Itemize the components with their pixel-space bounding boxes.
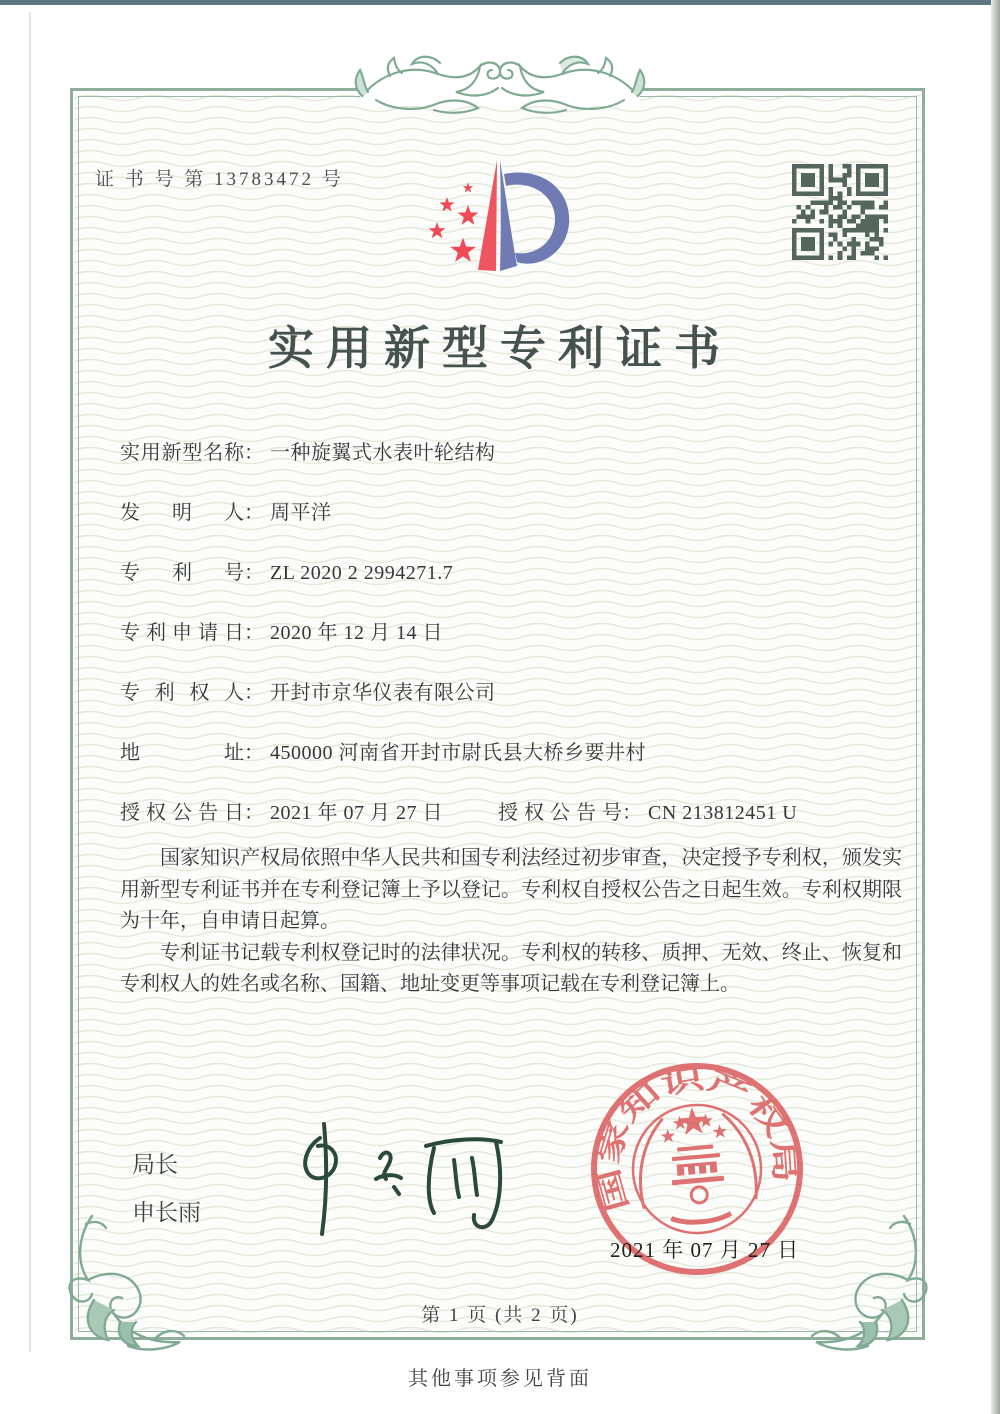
field-label: 实用新型名称 (120, 442, 244, 464)
seal-text: 国家知识产权局 (592, 1064, 800, 1215)
field-colon: ： (244, 742, 264, 764)
field-value: ZL 2020 2 2994271.7 (270, 562, 454, 584)
director-name: 申长雨 (132, 1200, 201, 1225)
field-label: 专利权人 (120, 682, 244, 704)
director-title: 局长 (132, 1152, 178, 1177)
grant-number-label: 授权公告号 (498, 802, 622, 824)
field-row-grant (120, 796, 798, 825)
certificate-title: 实用新型专利证书 (268, 323, 732, 374)
corner-flourish-left-icon (56, 1214, 190, 1354)
handwritten-signature-icon (268, 1116, 518, 1241)
scan-edge-right (991, 0, 1000, 1414)
grant-number-pair (498, 796, 797, 825)
field-row-utility-model-name (120, 436, 496, 465)
field-row-patentee (120, 676, 496, 705)
field-value: 周平洋 (270, 502, 332, 524)
cnipa-logo-icon (420, 146, 580, 296)
field-colon: ： (244, 502, 264, 524)
grant-date-label: 授权公告日 (120, 802, 244, 824)
legal-text-block (120, 843, 902, 1001)
field-value: 450000 河南省开封市尉氏县大桥乡要井村 (270, 742, 646, 764)
field-colon: ： (244, 562, 264, 584)
dragon-flourish-icon (350, 52, 650, 130)
field-colon: ： (622, 802, 642, 824)
field-value: 开封市京华仪表有限公司 (270, 682, 496, 704)
legal-paragraph-2: 专利证书记载专利权登记时的法律状况。专利权的转移、质押、无效、终止、恢复和专利权人的姓名或名称、国籍、地址变更等事项记载在专利登记簿上。 (120, 941, 902, 995)
scan-edge-left (29, 12, 31, 1352)
field-label: 发明人 (120, 502, 244, 524)
field-label: 专利申请日 (120, 622, 244, 644)
footer-note: 其他事项参见背面 (408, 1368, 592, 1390)
corner-flourish-right-icon (806, 1214, 940, 1354)
field-row-patent-number (120, 556, 453, 585)
certificate-number: 证 书 号 第 13783472 号 (95, 169, 344, 190)
page-indicator: 第 1 页 (共 2 页) (421, 1305, 579, 1326)
field-colon: ： (244, 622, 264, 644)
field-value: 一种旋翼式水表叶轮结构 (270, 442, 496, 464)
field-row-filing-date (120, 616, 443, 645)
qr-code-icon (792, 164, 888, 260)
grant-date-value: 2021 年 07 月 27 日 (270, 802, 443, 824)
field-label: 专利号 (120, 562, 244, 584)
field-row-inventor (120, 496, 332, 525)
legal-paragraph-1: 国家知识产权局依照中华人民共和国专利法经过初步审查，决定授予专利权，颁发实用新型专利证书并在专利登记簿上予以登记。专利权自授权公告之日起生效。专利权期限为十年，自申请日起算。 (120, 847, 902, 932)
field-colon: ： (244, 682, 264, 704)
seal-date: 2021 年 07 月 27 日 (610, 1238, 800, 1262)
field-row-address (120, 736, 646, 765)
scan-edge-top (0, 0, 1000, 5)
grant-number-value: CN 213812451 U (648, 802, 798, 824)
field-colon: ： (244, 442, 264, 464)
field-colon: ： (244, 802, 264, 824)
field-label: 地址 (120, 742, 244, 764)
field-value: 2020 年 12 月 14 日 (270, 622, 443, 644)
